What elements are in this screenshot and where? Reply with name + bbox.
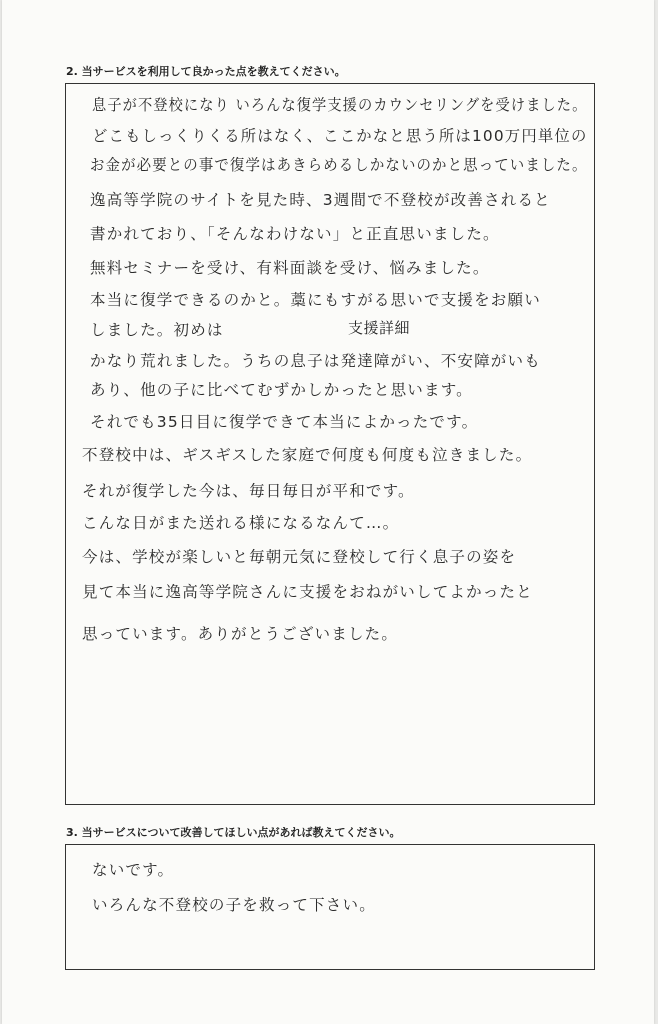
answer-3-line-2: いろんな不登校の子を救って下さい。 <box>92 896 376 914</box>
answer-2-line-5: 書かれており、「そんなわけない」と正直思いました。 <box>90 225 500 243</box>
answer-2-line-2: どこもしっくりくる所はなく、ここかなと思う所は100万円単位の <box>92 127 588 145</box>
answer-2-line-14: こんな日がまた送れる様になるなんて…。 <box>82 514 400 532</box>
answer-2-line-10: あり、他の子に比べてむずかしかったと思います。 <box>90 381 473 399</box>
answer-2-line-17: 思っています。ありがとうございました。 <box>82 625 399 643</box>
answer-2-line-4: 逸高等学院のサイトを見た時、3週間で不登校が改善されると <box>90 191 551 209</box>
question-2-header: 2. 当サービスを利用して良かった点を教えてください。 <box>66 65 346 78</box>
answer-2-line-6: 無料セミナーを受け、有料面談を受け、悩みました。 <box>90 259 490 277</box>
question-3-header: 3. 当サービスについて改善してほしい点があれば教えてください。 <box>66 826 401 839</box>
answer-2-line-3: お金が必要との事で復学はあきらめるしかないのかと思っていました。 <box>90 156 588 174</box>
answer-2-line-13: それが復学した今は、毎日毎日が平和です。 <box>82 482 415 500</box>
redaction-overlay <box>230 312 440 342</box>
answer-3-line-1: ないです。 <box>92 861 175 879</box>
answer-2-line-1: 息子が不登校になり いろんな復学支援のカウンセリングを受けました。 <box>92 96 588 114</box>
answer-2-line-9: かなり荒れました。うちの息子は発達障がい、不安障がいも <box>90 352 541 370</box>
answer-2-line-12: 不登校中は、ギスギスした家庭で何度も何度も泣きました。 <box>82 446 533 464</box>
answer-2-line-7: 本当に復学できるのかと。藁にもすがる思いで支援をお願い <box>90 291 541 309</box>
answer-2-line-15: 今は、学校が楽しいと毎朝元気に登校して行く息子の姿を <box>82 548 517 566</box>
answer-2-line-11: それでも35日目に復学できて本当によかったです。 <box>90 413 479 431</box>
answer-2-line-16: 見て本当に逸高等学院さんに支援をおねがいしてよかったと <box>82 583 533 601</box>
overlay-label: 支援詳細 <box>348 319 411 337</box>
answer-2-line-8: しました。初めは <box>90 321 224 339</box>
survey-sheet <box>2 0 654 1024</box>
